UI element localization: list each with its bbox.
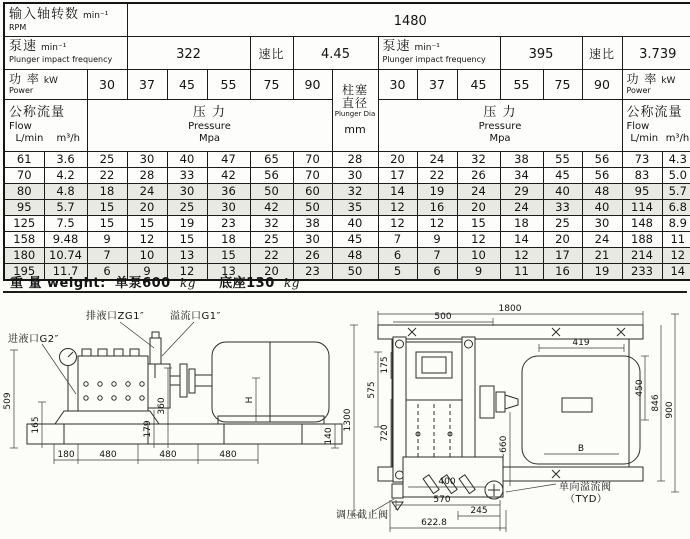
table-cell: 24: [127, 183, 167, 199]
power-right-unit: kW: [661, 75, 676, 86]
cell-plunger-dia: 45: [332, 231, 378, 247]
dim-label-622-8: 622.8: [421, 518, 447, 528]
cell-plunger-dia: 28: [332, 151, 378, 167]
pump-speed-left-header: [4, 36, 127, 69]
dim-label-1300: 1300: [343, 408, 353, 432]
table-cell: 11.7: [44, 263, 87, 280]
cell-plunger-dia: 35: [332, 199, 378, 215]
flow-left-unit-m3h: m³/h: [56, 132, 80, 144]
ratio-right-label-text: 速比: [588, 47, 615, 61]
table-cell: 60: [293, 183, 332, 199]
table-cell: 20: [127, 199, 167, 215]
table-row: [4, 151, 690, 167]
overflow-port-label: 溢流口G1″: [170, 311, 221, 322]
dim-label-180: 180: [57, 450, 75, 460]
flow-left-header: [4, 99, 87, 151]
table-cell: 4.2: [44, 167, 87, 183]
table-cell: 125: [4, 215, 44, 231]
table-cell: 6: [417, 263, 457, 280]
flow-right-label-cn: 公称流量: [626, 105, 683, 121]
table-cell: 13: [207, 263, 250, 280]
table-cell: 7: [378, 231, 417, 247]
pressure-right-label-en: Pressure: [478, 121, 522, 133]
dim-label-846: 846: [651, 394, 661, 412]
table-cell: 148: [622, 215, 662, 231]
table-cell: 38: [500, 151, 543, 167]
table-cell: 20: [457, 199, 500, 215]
pump-speed-right-value: [500, 36, 582, 69]
dim-label-419: 419: [572, 338, 590, 348]
ratio-left-label-text: 速比: [258, 47, 285, 61]
table-cell: 14: [662, 263, 690, 280]
table-cell: 24: [582, 231, 622, 247]
table-cell: 11: [500, 263, 543, 280]
table-row: [4, 247, 690, 263]
table-cell: 56: [250, 167, 293, 183]
table-cell: 9.48: [44, 231, 87, 247]
table-cell: 70: [293, 151, 332, 167]
table-cell: 13: [167, 247, 207, 263]
plunger-label-cn2: 直径: [341, 95, 368, 110]
table-cell: 56: [582, 167, 622, 183]
dim-label-450: 450: [635, 379, 645, 397]
dim-label-509: 509: [3, 392, 13, 410]
dim-label-B: B: [577, 444, 585, 454]
table-cell: 48: [582, 183, 622, 199]
table-cell: 4.3: [662, 151, 690, 167]
weight-note: [10, 272, 300, 291]
plunger-label-en: Plunger Dia: [334, 109, 376, 118]
pressure-right-header: [378, 99, 622, 151]
rpm-label-en: RPM: [9, 22, 27, 32]
discharge-port-label: 排液口ZG1″: [86, 311, 145, 322]
table-cell: 24: [457, 183, 500, 199]
ratio-right-number: 3.739: [639, 47, 677, 62]
table-cell: 15: [167, 231, 207, 247]
pump-spec-table: [3, 2, 690, 281]
table-cell: 70: [293, 167, 332, 183]
power-right-37: 37: [417, 69, 457, 99]
table-cell: 16: [417, 199, 457, 215]
table-cell: 21: [582, 247, 622, 263]
pump-speed-left-unit: min⁻¹: [41, 43, 67, 54]
table-cell: 12: [500, 247, 543, 263]
power-right-55: 55: [500, 69, 543, 99]
table-cell: 11: [662, 231, 690, 247]
table-cell: 9: [457, 263, 500, 280]
dim-label-179: 179: [143, 420, 153, 438]
dim-label-575: 575: [367, 381, 377, 399]
pressure-right-unit: Mpa: [489, 132, 511, 144]
table-cell: 23: [293, 263, 332, 280]
power-row: [4, 69, 690, 99]
table-cell: 32: [250, 215, 293, 231]
table-cell: 5: [378, 263, 417, 280]
table-cell: 19: [167, 215, 207, 231]
dim-label-175: 175: [380, 356, 390, 374]
table-cell: 20: [250, 263, 293, 280]
weight-pump-unit: kg: [179, 276, 196, 290]
spec-table-body: [4, 151, 690, 280]
table-cell: 55: [543, 151, 582, 167]
power-right-header: [622, 69, 690, 99]
table-cell: 18: [500, 215, 543, 231]
table-cell: 6.8: [662, 199, 690, 215]
table-cell: 233: [622, 263, 662, 280]
table-cell: 18: [87, 183, 127, 199]
power-left-30: 30: [87, 69, 127, 99]
pump-speed-left-label-en: Plunger impact frequency: [9, 55, 113, 65]
table-cell: 25: [87, 151, 127, 167]
table-row: [4, 183, 690, 199]
plunger-unit: mm: [344, 122, 366, 136]
table-cell: 61: [4, 151, 44, 167]
flow-right-unit-lmin: L/min: [630, 132, 659, 144]
dim-label-140: 140: [324, 427, 334, 445]
table-cell: 30: [293, 231, 332, 247]
pump-speed-left-value: [127, 36, 250, 69]
table-cell: 5.7: [44, 199, 87, 215]
table-cell: 4.8: [44, 183, 87, 199]
pressure-right-label-cn: 压 力: [483, 105, 517, 121]
table-cell: 5.7: [662, 183, 690, 199]
table-cell: 24: [417, 151, 457, 167]
table-row: [4, 231, 690, 247]
power-left-37: 37: [127, 69, 167, 99]
table-cell: 7: [417, 247, 457, 263]
table-cell: 214: [622, 247, 662, 263]
pump-side-view-drawing: [2, 306, 352, 476]
cell-plunger-dia: 30: [332, 167, 378, 183]
plunger-label-cn1: 柱塞: [341, 83, 368, 98]
table-cell: 42: [207, 167, 250, 183]
table-cell: 5.0: [662, 167, 690, 183]
table-cell: 30: [127, 151, 167, 167]
table-cell: 16: [543, 263, 582, 280]
dim-label-720: 720: [380, 424, 390, 442]
table-cell: 22: [250, 247, 293, 263]
table-cell: 50: [293, 199, 332, 215]
table-cell: 10: [457, 247, 500, 263]
table-cell: 56: [582, 151, 622, 167]
plunger-dia-header: [332, 69, 378, 151]
table-cell: 32: [457, 151, 500, 167]
table-cell: 12: [378, 199, 417, 215]
table-cell: 188: [622, 231, 662, 247]
rpm-unit: min⁻¹: [83, 10, 109, 21]
pressure-left-label-en: Pressure: [188, 121, 231, 133]
table-cell: 180: [4, 247, 44, 263]
table-cell: 7: [87, 247, 127, 263]
table-cell: 19: [417, 183, 457, 199]
table-cell: 15: [87, 199, 127, 215]
power-right-75: 75: [543, 69, 582, 99]
table-cell: 14: [378, 183, 417, 199]
power-right-30: 30: [378, 69, 417, 99]
power-left-75: 75: [250, 69, 293, 99]
table-cell: 15: [457, 215, 500, 231]
table-cell: 30: [167, 183, 207, 199]
pressure-left-header: [87, 99, 332, 151]
power-left-unit: kW: [43, 75, 58, 86]
oneway-valve-label: 单向溢流阀: [559, 482, 612, 493]
table-cell: 40: [543, 183, 582, 199]
ratio-left-label: [250, 36, 293, 69]
rpm-value: 1480: [393, 14, 427, 30]
table-cell: 95: [4, 199, 44, 215]
table-cell: 15: [87, 215, 127, 231]
pump-side-geometry: [27, 332, 342, 444]
power-right-label-cn: 功 率: [626, 71, 658, 86]
table-cell: 42: [250, 199, 293, 215]
table-cell: 10.74: [44, 247, 87, 263]
table-cell: 26: [293, 247, 332, 263]
power-left-45: 45: [167, 69, 207, 99]
ratio-left-value: [293, 36, 378, 69]
table-cell: 17: [378, 167, 417, 183]
table-cell: 12: [167, 263, 207, 280]
table-cell: 24: [500, 199, 543, 215]
dim-label-400: 400: [438, 477, 456, 487]
table-cell: 25: [543, 215, 582, 231]
dim-label-900: 900: [665, 401, 675, 419]
dim-label-H: H: [245, 396, 255, 404]
rpm-label-cn: 输入轴转数: [9, 6, 80, 22]
rpm-header: [4, 3, 127, 36]
power-right-90: 90: [582, 69, 622, 99]
table-cell: 114: [622, 199, 662, 215]
pump-speed-left-label-cn: 泵速: [9, 39, 38, 55]
table-cell: 70: [4, 167, 44, 183]
table-cell: 9: [417, 231, 457, 247]
table-cell: 40: [582, 199, 622, 215]
table-cell: 10: [127, 247, 167, 263]
table-cell: 30: [582, 215, 622, 231]
power-left-90: 90: [293, 69, 332, 99]
power-left-label-en: Power: [9, 85, 34, 95]
ratio-right-value: [622, 36, 690, 69]
pump-speed-right-label-en: Plunger impact frequency: [382, 55, 486, 65]
pump-speed-row: [4, 36, 690, 69]
table-cell: 15: [207, 247, 250, 263]
table-row: [4, 215, 690, 231]
table-cell: 22: [87, 167, 127, 183]
power-right-45: 45: [457, 69, 500, 99]
oneway-valve-code-label: （TYD）: [565, 494, 608, 505]
table-row: [4, 199, 690, 215]
table-cell: 6: [87, 263, 127, 280]
table-cell: 30: [207, 199, 250, 215]
table-cell: 80: [4, 183, 44, 199]
pressure-left-unit: Mpa: [198, 132, 221, 144]
weight-base-value: 底座130: [219, 276, 275, 291]
pump-speed-left-number: 322: [176, 47, 201, 62]
table-cell: 15: [127, 215, 167, 231]
dim-label-360: 360: [157, 397, 167, 415]
ratio-left-number: 4.45: [321, 47, 350, 62]
table-cell: 12: [662, 247, 690, 263]
table-cell: 7.5: [44, 215, 87, 231]
flow-left-unit-lmin: L/min: [15, 132, 44, 144]
table-cell: 20: [543, 231, 582, 247]
power-left-55: 55: [207, 69, 250, 99]
dim-label-660: ~660: [499, 435, 509, 461]
table-cell: 12: [457, 231, 500, 247]
table-cell: 12: [417, 215, 457, 231]
stop-valve-label: 调压截止阀: [336, 510, 389, 521]
pressure-left-label-cn: 压 力: [192, 105, 227, 121]
table-cell: 33: [167, 167, 207, 183]
weight-base-unit: kg: [284, 276, 300, 290]
pump-plan-view-drawing: [334, 300, 688, 539]
table-cell: 9: [127, 263, 167, 280]
table-cell: 158: [4, 231, 44, 247]
pump-speed-right-unit: min⁻¹: [414, 43, 440, 54]
flow-right-unit-m3h: m³/h: [665, 132, 690, 144]
dim-label-480c: 480: [219, 450, 237, 460]
rpm-row: [4, 3, 690, 36]
table-cell: 12: [127, 231, 167, 247]
dim-label-480b: 480: [159, 450, 177, 460]
dim-label-480a: 480: [99, 450, 117, 460]
table-cell: 25: [167, 199, 207, 215]
table-cell: 9: [87, 231, 127, 247]
table-cell: 25: [250, 231, 293, 247]
power-left-header: [4, 69, 87, 99]
flow-right-header: [622, 99, 690, 151]
table-cell: 195: [4, 263, 44, 280]
flow-left-label-en: Flow: [9, 121, 32, 133]
pump-speed-right-label-cn: 泵速: [382, 39, 411, 55]
table-cell: 45: [543, 167, 582, 183]
separator-line: [3, 291, 687, 293]
table-cell: 18: [207, 231, 250, 247]
pump-speed-right-number: 395: [528, 47, 554, 62]
table-cell: 14: [500, 231, 543, 247]
table-cell: 50: [250, 183, 293, 199]
dim-label-500: 500: [434, 312, 452, 322]
table-cell: 23: [207, 215, 250, 231]
table-cell: 73: [622, 151, 662, 167]
table-cell: 19: [582, 263, 622, 280]
power-left-label-cn: 功 率: [9, 71, 40, 86]
table-cell: 65: [250, 151, 293, 167]
pump-speed-right-header: [378, 36, 500, 69]
table-cell: 38: [293, 215, 332, 231]
table-cell: 6: [378, 247, 417, 263]
table-cell: 22: [417, 167, 457, 183]
table-cell: 33: [543, 199, 582, 215]
table-cell: 8.9: [662, 215, 690, 231]
table-cell: 20: [378, 151, 417, 167]
ratio-right-label: [582, 36, 622, 69]
table-row: [4, 167, 690, 183]
table-cell: 34: [500, 167, 543, 183]
flow-right-label-en: Flow: [626, 121, 650, 133]
table-cell: 17: [543, 247, 582, 263]
table-cell: 36: [207, 183, 250, 199]
table-cell: 40: [167, 151, 207, 167]
dim-label-570: 570: [433, 495, 451, 505]
cell-plunger-dia: 32: [332, 183, 378, 199]
dim-label-1800: 1800: [498, 304, 522, 314]
table-cell: 83: [622, 167, 662, 183]
table-cell: 95: [622, 183, 662, 199]
table-cell: 29: [500, 183, 543, 199]
dim-label-245: 245: [470, 506, 488, 516]
cell-plunger-dia: 40: [332, 215, 378, 231]
weight-label: 重 量 weight:: [10, 276, 106, 291]
cell-plunger-dia: 48: [332, 247, 378, 263]
power-right-label-en: Power: [626, 85, 651, 95]
weight-pump-value: 单泵600: [115, 276, 171, 291]
inlet-port-label: 进液口G2″: [8, 334, 59, 345]
table-cell: 47: [207, 151, 250, 167]
rpm-value-cell: [127, 3, 690, 36]
table-cell: 12: [378, 215, 417, 231]
cell-plunger-dia: 50: [332, 263, 378, 280]
pump-side-dimensions: [10, 322, 339, 464]
flow-left-label-cn: 公称流量: [9, 105, 66, 121]
table-cell: 28: [127, 167, 167, 183]
dim-label-165: 165: [31, 416, 41, 434]
table-cell: 26: [457, 167, 500, 183]
table-cell: 3.6: [44, 151, 87, 167]
